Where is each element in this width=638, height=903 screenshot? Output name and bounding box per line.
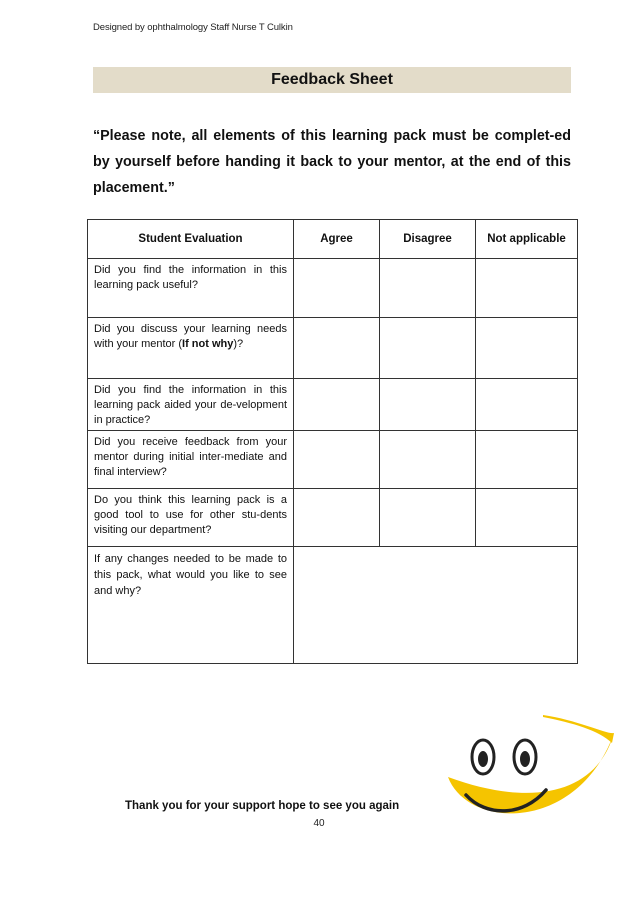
header-not-applicable: Not applicable	[476, 220, 578, 259]
question-cell: Did you receive feedback from your mentor during initial inter-mediate and final interview?	[88, 431, 294, 489]
header-student-evaluation: Student Evaluation	[88, 220, 294, 259]
question-cell: Do you think this learning pack is a good tool to use for other stu-dents visiting our department?	[88, 489, 294, 547]
question-text-end: )?	[233, 338, 244, 350]
disagree-cell[interactable]	[380, 431, 476, 489]
table-row	[88, 547, 578, 664]
evaluation-table	[87, 219, 578, 664]
document-header-note: Designed by ophthalmology Staff Nurse T Culkin	[93, 22, 293, 33]
instruction-note: “Please note, all elements of this learning pack must be complet-ed by yourself before handing it back to your mentor, at the end of this placement.”	[93, 128, 571, 196]
disagree-cell[interactable]	[380, 259, 476, 318]
disagree-cell[interactable]	[380, 489, 476, 547]
not-applicable-cell[interactable]	[476, 379, 578, 431]
smiley-face-icon	[428, 715, 618, 830]
question-cell: If any changes needed to be made to this pack, what would you like to see and why?	[88, 547, 294, 664]
disagree-cell[interactable]	[380, 379, 476, 431]
header-agree: Agree	[294, 220, 380, 259]
agree-cell[interactable]	[294, 259, 380, 318]
page-title: Feedback Sheet	[271, 71, 393, 88]
thank-you-message: Thank you for your support hope to see you again	[125, 800, 400, 812]
table-row	[88, 431, 578, 489]
question-text: Did you discuss your learning needs with your mentor (	[94, 323, 287, 350]
table-row	[88, 318, 578, 379]
table-row	[88, 259, 578, 318]
agree-cell[interactable]	[294, 431, 380, 489]
disagree-cell[interactable]	[380, 318, 476, 379]
question-emphasis: If not why	[182, 338, 234, 350]
agree-cell[interactable]	[294, 318, 380, 379]
question-cell: Did you find the information in this learning pack aided your de-velopment in practice?	[88, 379, 294, 431]
table-row	[88, 489, 578, 547]
question-cell: Did you find the information in this learning pack useful?	[88, 259, 294, 318]
title-bar	[93, 67, 571, 93]
table-header-row	[88, 220, 578, 259]
header-disagree: Disagree	[380, 220, 476, 259]
not-applicable-cell[interactable]	[476, 259, 578, 318]
not-applicable-cell[interactable]	[476, 489, 578, 547]
agree-cell[interactable]	[294, 379, 380, 431]
page-number: 40	[313, 818, 325, 829]
not-applicable-cell[interactable]	[476, 431, 578, 489]
table-row	[88, 379, 578, 431]
question-cell	[88, 318, 294, 379]
agree-cell[interactable]	[294, 489, 380, 547]
not-applicable-cell[interactable]	[476, 318, 578, 379]
comments-cell[interactable]	[294, 547, 578, 664]
